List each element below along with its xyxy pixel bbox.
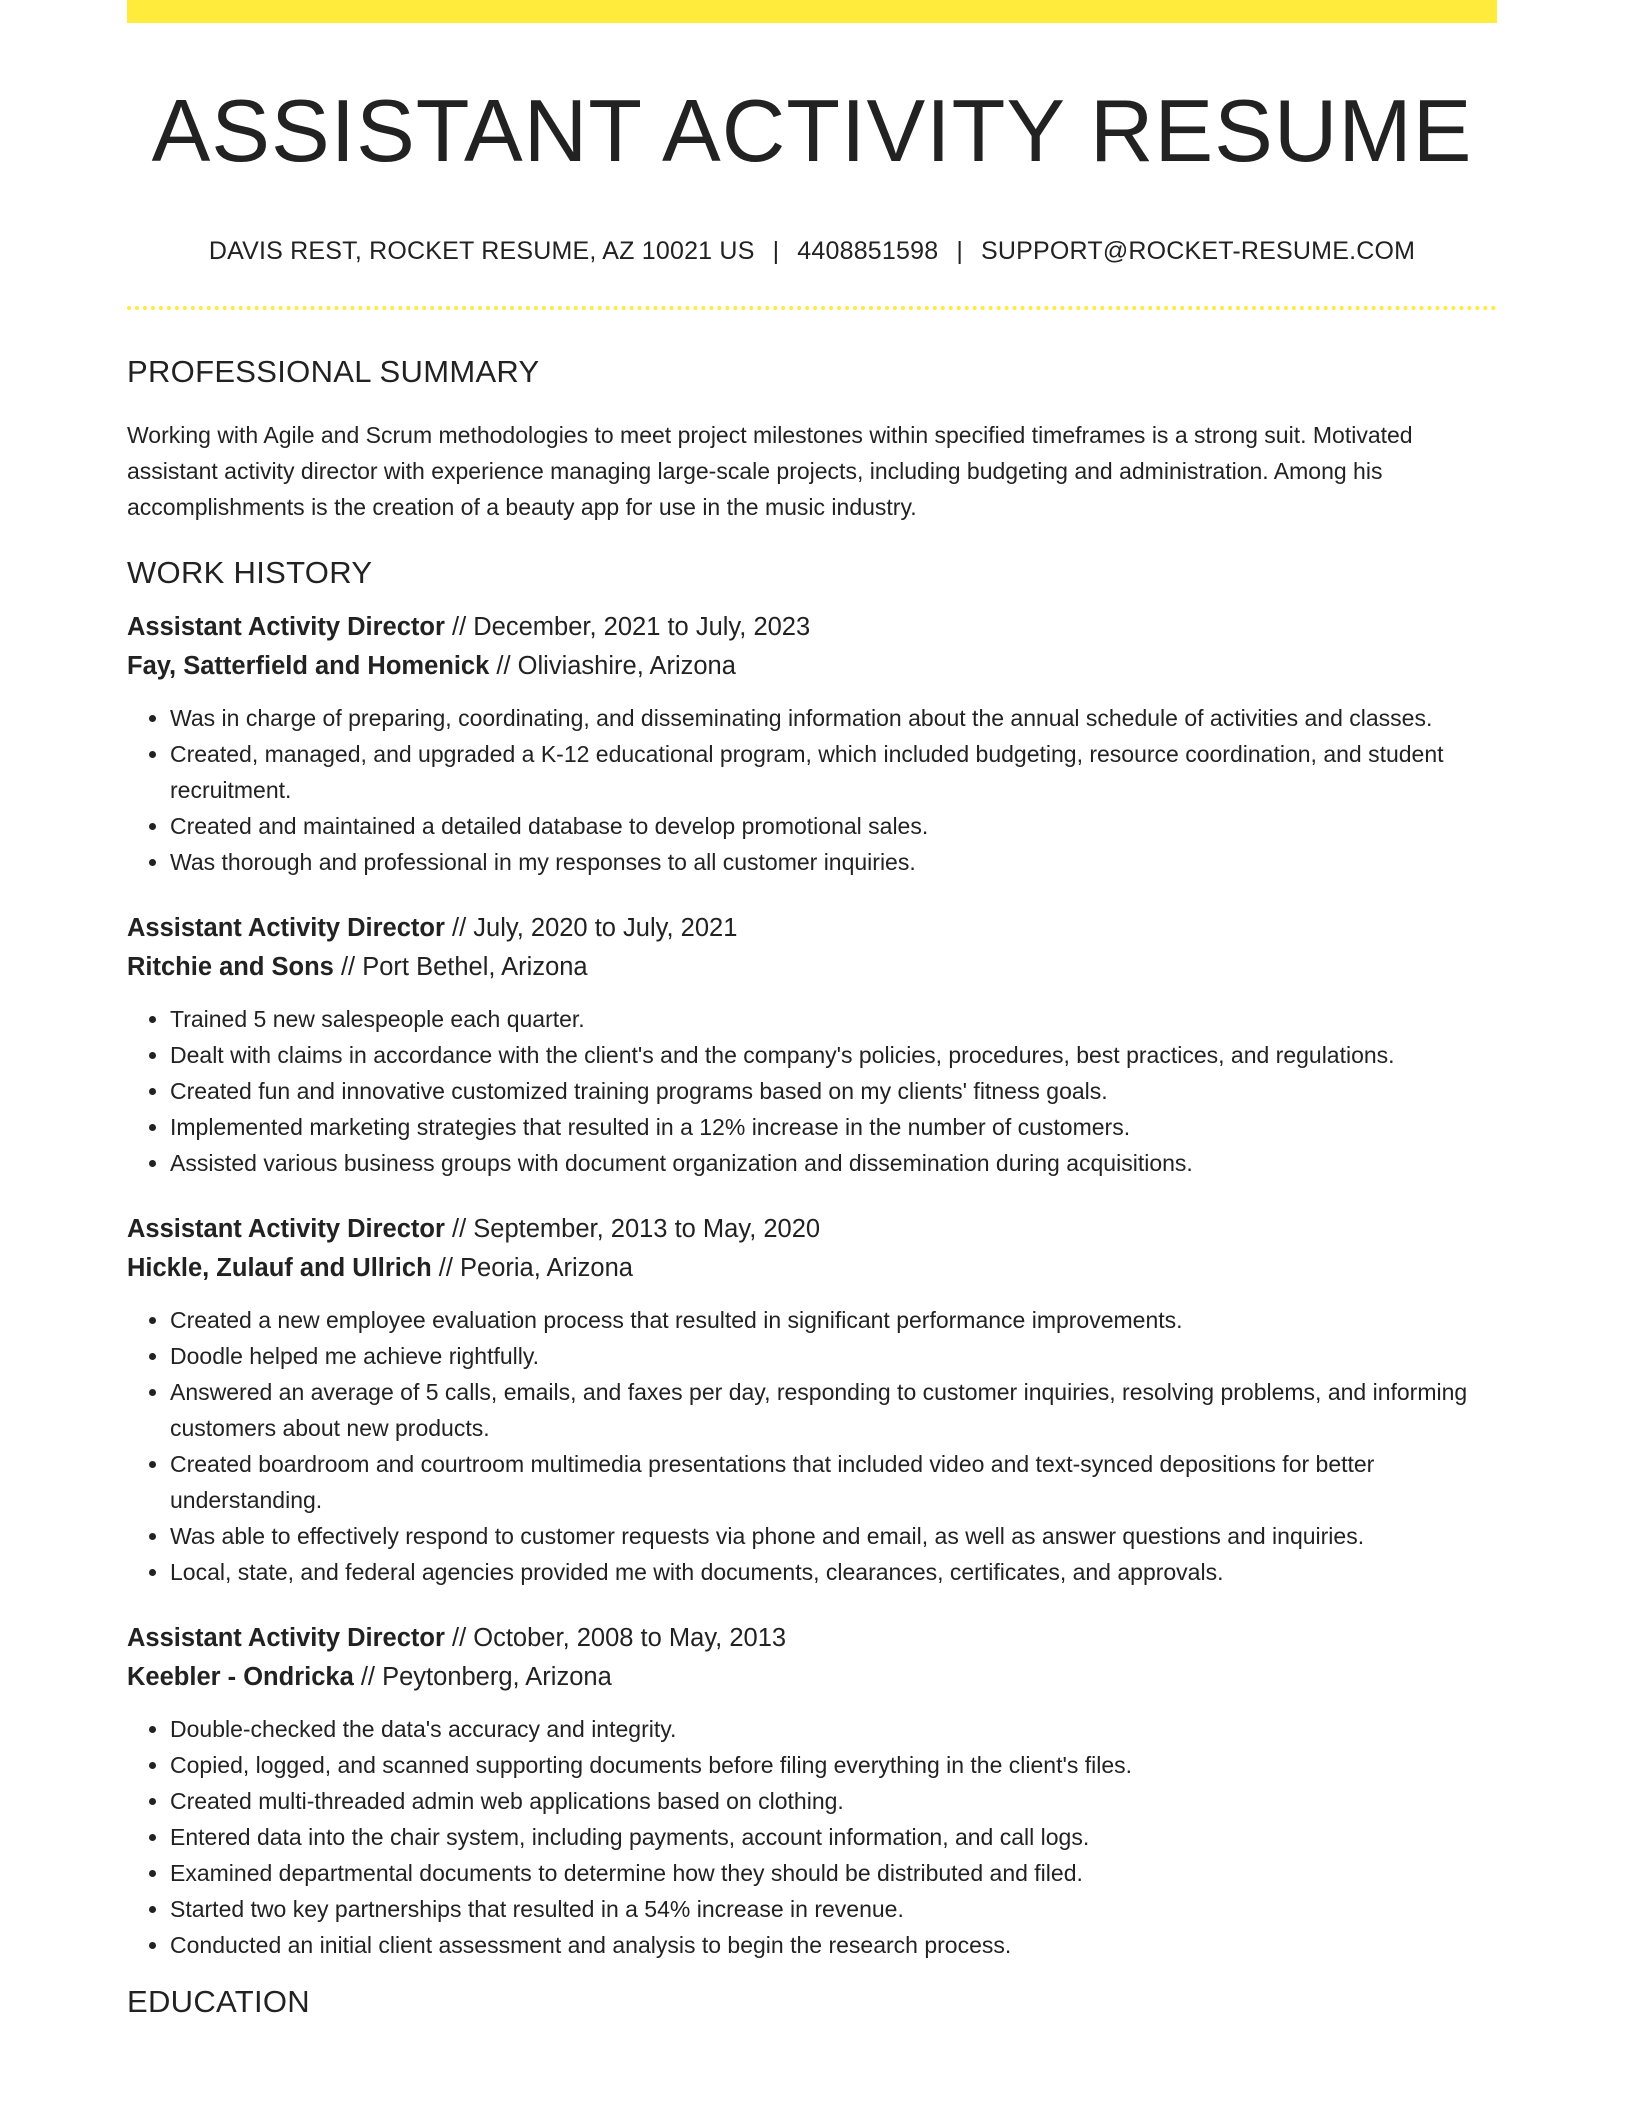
job-entry xyxy=(127,909,1497,1181)
job-company: Keebler - Ondricka xyxy=(127,1662,354,1691)
contact-separator: | xyxy=(772,236,780,265)
divider: // xyxy=(452,1214,467,1243)
job-title-line xyxy=(127,608,1497,647)
job-bullets xyxy=(127,1711,1497,1963)
divider: // xyxy=(340,952,356,981)
job-company: Hickle, Zulauf and Ullrich xyxy=(127,1253,432,1282)
job-company-line xyxy=(127,948,1497,987)
divider: // xyxy=(496,651,511,680)
contact-line xyxy=(127,236,1497,266)
list-item: • Started two key partnerships that resulted in a 54% increase in revenue. xyxy=(170,1891,1497,1927)
divider: // xyxy=(438,1253,453,1282)
job-role: Assistant Activity Director xyxy=(127,612,445,641)
education-heading: EDUCATION xyxy=(127,1983,310,2019)
list-item: • Created fun and innovative customized training programs based on my clients' fitness goals. xyxy=(170,1073,1497,1109)
job-title-line xyxy=(127,1619,1497,1658)
list-item: • Double-checked the data's accuracy and integrity. xyxy=(170,1711,1497,1747)
list-item: • Entered data into the chair system, including payments, account information, and call logs. xyxy=(170,1819,1497,1855)
list-item: • Created multi-threaded admin web applications based on clothing. xyxy=(170,1783,1497,1819)
list-item: • Implemented marketing strategies that resulted in a 12% increase in the number of customers. xyxy=(170,1109,1497,1145)
job-company-line xyxy=(127,1658,1497,1697)
list-item: • Local, state, and federal agencies provided me with documents, clearances, certificates, and approvals. xyxy=(170,1554,1497,1590)
job-location: Port Bethel, Arizona xyxy=(362,952,588,981)
divider: // xyxy=(452,612,467,641)
contact-address: DAVIS REST, ROCKET RESUME, AZ 10021 US xyxy=(208,236,755,265)
summary-heading: PROFESSIONAL SUMMARY xyxy=(127,353,540,389)
job-title-line xyxy=(127,1210,1497,1249)
divider: // xyxy=(452,913,467,942)
job-bullets xyxy=(127,1302,1497,1590)
list-item: • Assisted various business groups with document organization and dissemination during acquisitions. xyxy=(170,1145,1497,1181)
list-item: • Doodle helped me achieve rightfully. xyxy=(170,1338,1497,1374)
job-title-line xyxy=(127,909,1497,948)
list-item: • Conducted an initial client assessment and analysis to begin the research process. xyxy=(170,1927,1497,1963)
resume-title: ASSISTANT ACTIVITY RESUME xyxy=(151,81,1473,180)
job-bullets xyxy=(127,1001,1497,1181)
list-item: • Trained 5 new salespeople each quarter. xyxy=(170,1001,1497,1037)
job-bullets xyxy=(127,700,1497,880)
contact-email: SUPPORT@ROCKET-RESUME.COM xyxy=(981,236,1416,265)
contact-separator: | xyxy=(956,236,964,265)
job-role: Assistant Activity Director xyxy=(127,913,445,942)
list-item: • Examined departmental documents to determine how they should be distributed and filed. xyxy=(170,1855,1497,1891)
list-item: • Was in charge of preparing, coordinating, and disseminating information about the annual schedule of activities and classes. xyxy=(170,700,1497,736)
summary-text: Working with Agile and Scrum methodologies to meet project milestones within specified timeframes is a strong suit. Motivated assistant activity director with experience managing large-scale projects, including budgeting and administration. Among his accomplishments is the creation of a beauty app for use in the music industry. xyxy=(127,421,1413,520)
job-location: Oliviashire, Arizona xyxy=(517,651,736,680)
contact-phone: 4408851598 xyxy=(797,236,939,265)
job-dates: July, 2020 to July, 2021 xyxy=(473,913,738,942)
resume-page xyxy=(127,0,1497,2019)
list-item: • Answered an average of 5 calls, emails, and faxes per day, responding to customer inquiries, resolving problems, and informing customers about new products. xyxy=(170,1374,1497,1446)
list-item: • Was thorough and professional in my responses to all customer inquiries. xyxy=(170,844,1497,880)
job-entry xyxy=(127,1210,1497,1590)
job-company-line xyxy=(127,647,1497,686)
job-company-line xyxy=(127,1249,1497,1288)
job-entry xyxy=(127,608,1497,880)
work-history-heading: WORK HISTORY xyxy=(127,554,373,590)
divider: // xyxy=(360,1662,376,1691)
dotted-divider xyxy=(127,306,1497,310)
job-location: Peytonberg, Arizona xyxy=(382,1662,612,1691)
top-accent-bar xyxy=(127,0,1497,23)
list-item: • Was able to effectively respond to customer requests via phone and email, as well as answer questions and inquiries. xyxy=(170,1518,1497,1554)
job-company: Ritchie and Sons xyxy=(127,952,334,981)
job-dates: December, 2021 to July, 2023 xyxy=(473,612,811,641)
list-item: • Created boardroom and courtroom multimedia presentations that included video and text-synced depositions for better understanding. xyxy=(170,1446,1497,1518)
job-role: Assistant Activity Director xyxy=(127,1623,445,1652)
job-dates: October, 2008 to May, 2013 xyxy=(473,1623,787,1652)
job-location: Peoria, Arizona xyxy=(460,1253,633,1282)
list-item: • Created, managed, and upgraded a K-12 educational program, which included budgeting, resource coordination, and student recruitment. xyxy=(170,736,1497,808)
divider: // xyxy=(452,1623,467,1652)
job-company: Fay, Satterfield and Homenick xyxy=(127,651,490,680)
job-entry xyxy=(127,1619,1497,1963)
job-dates: September, 2013 to May, 2020 xyxy=(473,1214,821,1243)
list-item: • Created a new employee evaluation process that resulted in significant performance improvements. xyxy=(170,1302,1497,1338)
list-item: • Created and maintained a detailed database to develop promotional sales. xyxy=(170,808,1497,844)
list-item: • Copied, logged, and scanned supporting documents before filing everything in the client's files. xyxy=(170,1747,1497,1783)
list-item: • Dealt with claims in accordance with the client's and the company's policies, procedures, best practices, and regulations. xyxy=(170,1037,1497,1073)
job-role: Assistant Activity Director xyxy=(127,1214,445,1243)
